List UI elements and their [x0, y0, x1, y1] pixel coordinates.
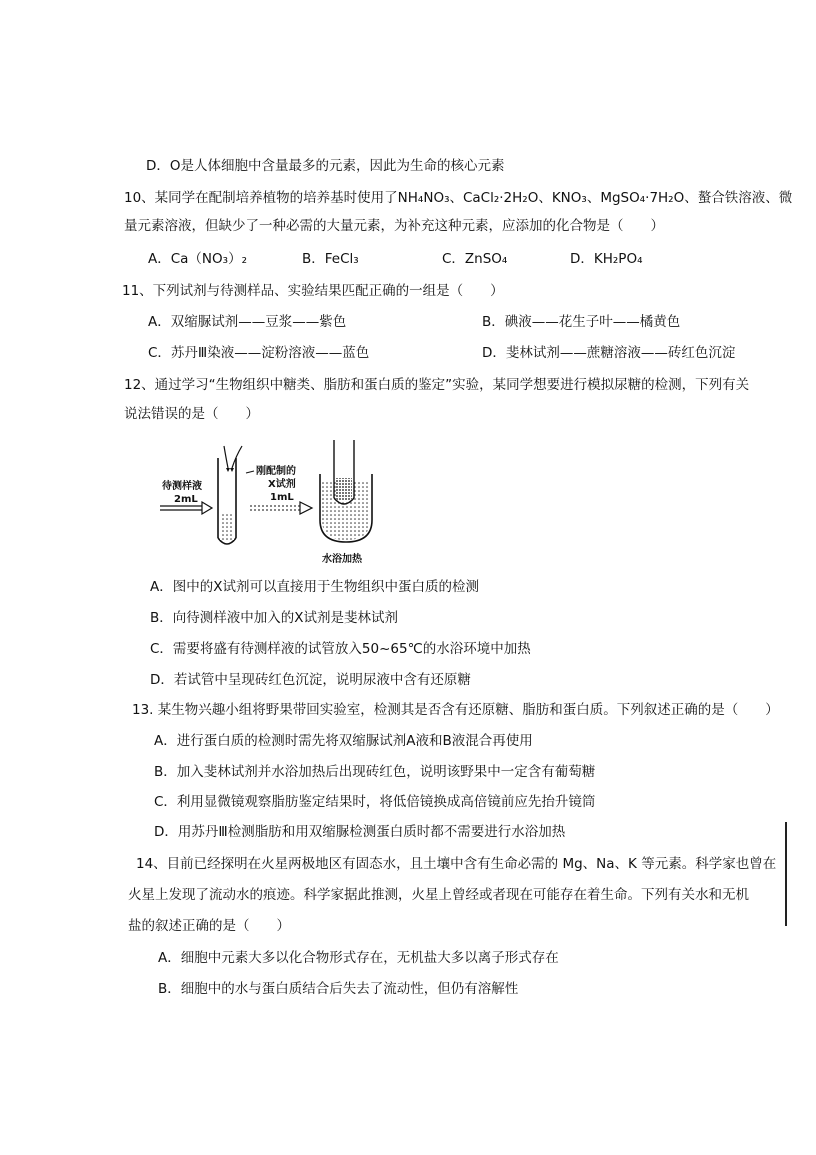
reagent-pointer: [246, 471, 254, 473]
drop-arrow-right: [232, 446, 242, 468]
reagent-volume: 1mL: [270, 492, 294, 503]
q13-option-c: C．利用显微镜观察脂肪鉴定结果时，将低倍镜换成高倍镜前应先抬升镜筒: [154, 794, 596, 810]
bath-label: 水浴加热: [322, 554, 362, 565]
step-arrow-head: [300, 502, 312, 514]
q13-option-a: A．进行蛋白质的检测时需先将双缩脲试剂A液和B液混合再使用: [154, 733, 533, 749]
q10-stem-line1: 10、某同学在配制培养植物的培养基时使用了NH₄NO₃、CaCl₂·2H₂O、KNO₃、MgSO₄·7H₂O、螯合铁溶液、微: [124, 190, 793, 206]
q11-option-a: A．双缩脲试剂——豆浆——紫色: [148, 314, 347, 330]
q12-stem-line2: 说法错误的是（ ）: [124, 406, 259, 422]
q14-stem-line1: 14、目前已经探明在火星两极地区有固态水，且土壤中含有生命必需的 Mg、Na、K 等元素。科学家也曾在: [136, 856, 777, 872]
experiment-diagram: [150, 438, 390, 573]
sample-arrow-head: [202, 502, 212, 514]
q14-option-a: A．细胞中元素大多以化合物形式存在，无机盐大多以离子形式存在: [158, 950, 559, 966]
test-tube-2-liquid: [336, 478, 352, 500]
q13-option-d: D．用苏丹Ⅲ检测脂肪和用双缩脲检测蛋白质时都不需要进行水浴加热: [154, 824, 566, 840]
q14-stem-line3: 盐的叙述正确的是（ ）: [128, 918, 290, 934]
q11-option-c: C．苏丹Ⅲ染液——淀粉溶液——蓝色: [148, 345, 370, 361]
drop-arrow-head-right: [230, 468, 234, 472]
test-tube-1-liquid: [220, 514, 234, 540]
q11-stem: 11、下列试剂与待测样品、实验结果匹配正确的一组是（ ）: [122, 283, 504, 299]
q9-option-d: D．O是人体细胞中含量最多的元素，因此为生命的核心元素: [146, 158, 505, 174]
sample-volume: 2mL: [174, 494, 198, 505]
q14-stem-line2: 火星上发现了流动水的痕迹。科学家据此推测，火星上曾经或者现在可能存在着生命。下列有关水和无机: [128, 887, 749, 903]
q13-stem: 13. 某生物兴趣小组将野果带回实验室，检测其是否含有还原糖、脂肪和蛋白质。下列叙述正确的是（ ）: [132, 702, 779, 718]
q10-option-a: A．Ca（NO₃）₂: [148, 251, 247, 267]
sample-label: 待测样液: [162, 481, 202, 492]
drop-arrow-head-left: [226, 468, 230, 472]
q14-option-b: B．细胞中的水与蛋白质结合后失去了流动性，但仍有溶解性: [158, 981, 519, 997]
q12-stem-line1: 12、通过学习“生物组织中糖类、脂肪和蛋白质的鉴定”实验，某同学想要进行模拟尿糖的检测，下列有关: [124, 377, 750, 393]
reagent-label-1: 刚配制的: [256, 466, 296, 477]
drop-arrow-left: [224, 446, 228, 468]
reagent-label-2: X试剂: [268, 479, 296, 490]
q10-option-c: C．ZnSO₄: [442, 251, 508, 267]
q11-option-d: D．斐林试剂——蔗糖溶液——砖红色沉淀: [482, 345, 736, 361]
q10-option-d: D．KH₂PO₄: [570, 251, 643, 267]
q12-option-b: B．向待测样液中加入的X试剂是斐林试剂: [150, 610, 399, 626]
q12-option-d: D．若试管中呈现砖红色沉淀，说明尿液中含有还原糖: [150, 672, 471, 688]
q12-option-c: C．需要将盛有待测样液的试管放入50~65℃的水浴环境中加热: [150, 641, 531, 657]
scan-margin-mark: [785, 822, 787, 926]
q13-option-b: B．加入斐林试剂并水浴加热后出现砖红色，说明该野果中一定含有葡萄糖: [154, 764, 596, 780]
q10-stem-line2: 量元素溶液，但缺少了一种必需的大量元素，为补充这种元素，应添加的化合物是（ ）: [124, 218, 664, 234]
q12-option-a: A．图中的X试剂可以直接用于生物组织中蛋白质的检测: [150, 579, 479, 595]
q10-option-b: B．FeCl₃: [302, 251, 359, 267]
q11-option-b: B．碘液——花生子叶——橘黄色: [482, 314, 681, 330]
